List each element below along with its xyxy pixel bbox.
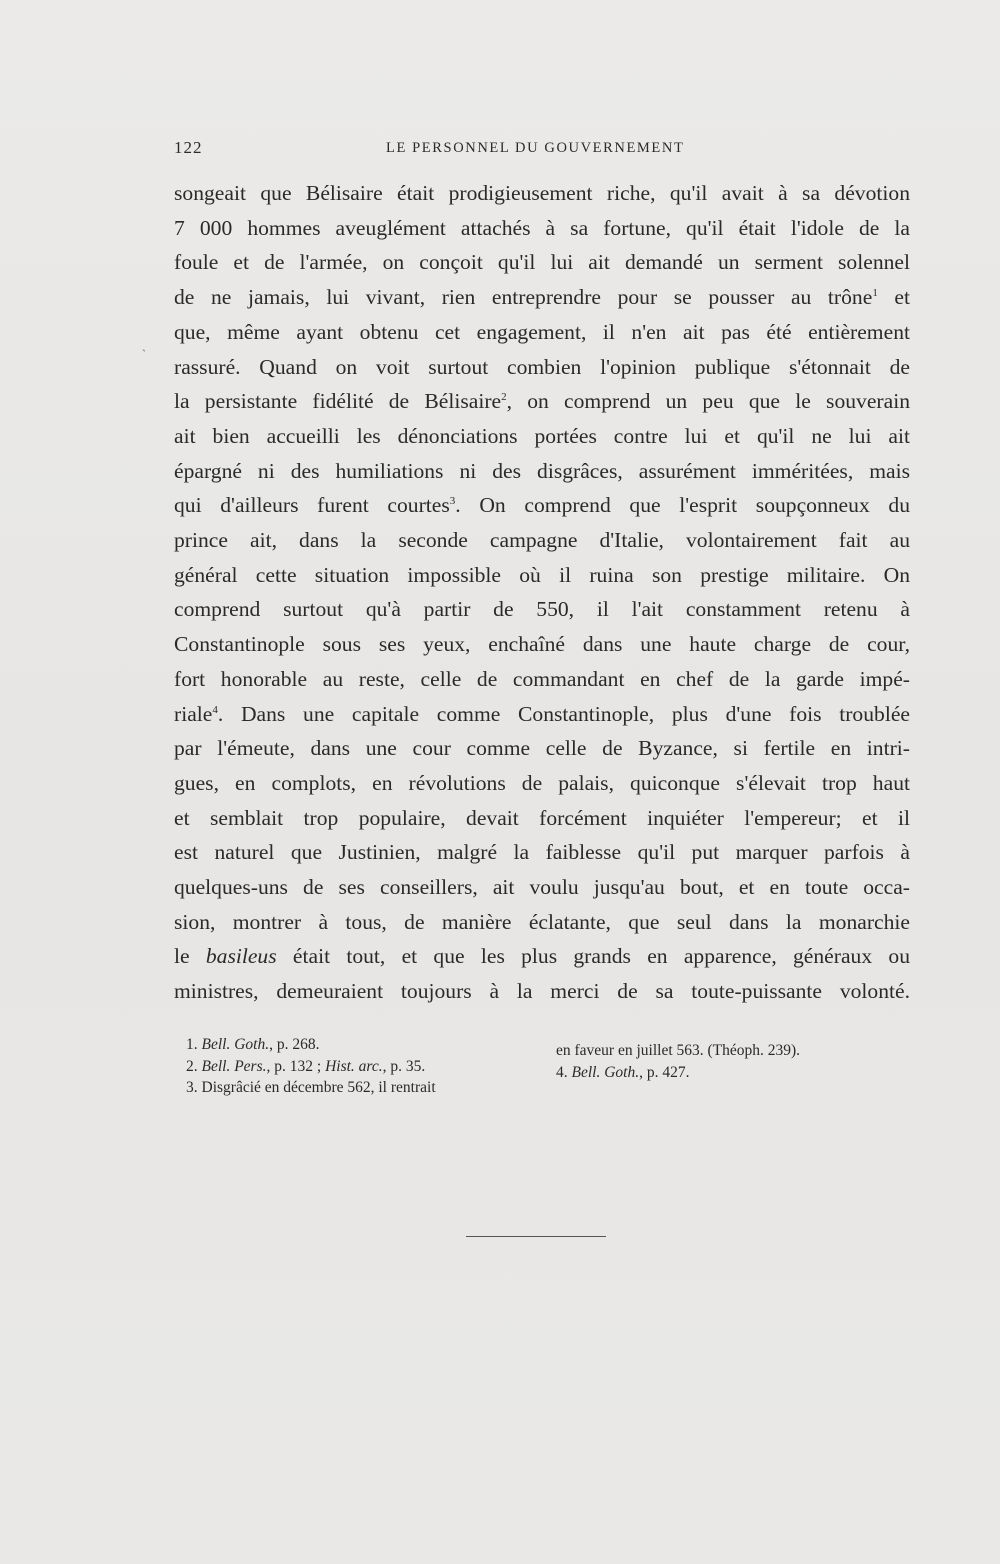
text-segment: était tout, et que les plus grands en apparence, généraux ou — [276, 944, 910, 969]
footnote-ref: 4 — [212, 703, 218, 716]
running-head — [174, 138, 909, 162]
footnote-italic: Hist. arc. — [325, 1057, 383, 1075]
text-line: comprend surtout qu'à partir de 550, il l'ait constamment retenu à — [174, 597, 910, 622]
text-line: foule et de l'armée, on conçoit qu'il lui ait demandé un serment solennel — [174, 250, 910, 275]
footnote-number: 4. — [556, 1063, 568, 1081]
text-line: Constantinople sous ses yeux, enchaîné dans une haute charge de cour, — [174, 632, 910, 657]
body-paragraph — [174, 176, 910, 1009]
text-segment: . On comprend que l'esprit soupçonneux du — [455, 493, 910, 518]
footnote-ref: 3 — [449, 495, 456, 508]
text-segment: riale — [174, 701, 213, 726]
text-line: songeait que Bélisaire était prodigieusement riche, qu'il avait à sa dévotion — [174, 181, 910, 205]
text-line — [174, 384, 910, 419]
footnote-text: , p. 427. — [639, 1063, 690, 1081]
text-segment: . Dans une capitale comme Constantinople, plus d'une fois troublée — [217, 701, 910, 726]
footnote-number: 1. — [186, 1036, 198, 1053]
text-line: général cette situation impossible où il ruina son prestige militaire. On — [174, 562, 910, 587]
footnote-text: , p. 132 ; — [266, 1057, 326, 1075]
text-line: par l'émeute, dans une cour comme celle de Byzance, si fertile en intri- — [174, 736, 910, 761]
page-number: 122 — [174, 138, 203, 157]
text-line: ait bien accueilli les dénonciations portées contre lui et qu'il ne lui ait — [174, 423, 910, 448]
text-line: rassuré. Quand on voit surtout combien l'opinion publique s'étonnait de — [174, 354, 910, 379]
text-segment: et — [877, 285, 911, 310]
text-line — [174, 280, 910, 315]
text-line — [174, 697, 910, 732]
text-segment: , on comprend un peu que le souverain — [506, 389, 910, 414]
footnote-ref: 1 — [872, 286, 878, 299]
text-line: 7 000 hommes aveuglément attachés à sa fortune, qu'il était l'idole de la — [174, 215, 910, 240]
footnote-italic: Bell. Pers. — [201, 1057, 267, 1075]
text-line: fort honorable au reste, celle de commandant en chef de la garde impé- — [174, 666, 910, 691]
text-line: et semblait trop populaire, devait forcément inquiéter l'empereur; et il — [174, 805, 910, 830]
footnote-italic: Bell. Goth. — [571, 1063, 640, 1081]
footnote-ref: 2 — [501, 391, 507, 404]
text-line: quelques-uns de ses conseillers, ait voulu jusqu'au bout, et en toute occa- — [174, 875, 910, 900]
footnote-text: , p. 35. — [382, 1057, 426, 1075]
footnote-4 — [556, 1062, 896, 1084]
footnote-3: 3. Disgrâcié en décembre 562, il rentrait — [186, 1079, 436, 1096]
text-line: sion, montrer à tous, de manière éclatante, que seul dans la monarchie — [174, 909, 910, 934]
text-line — [174, 939, 910, 974]
text-line: gues, en complots, en révolutions de palais, quiconque s'élevait trop haut — [174, 770, 910, 795]
text-segment: qui d'ailleurs furent courtes — [174, 493, 450, 518]
footnote-italic: Bell. Goth. — [201, 1036, 270, 1053]
footnote-number: 2. — [186, 1057, 198, 1075]
text-line: prince ait, dans la seconde campagne d'Italie, volontairement fait au — [174, 528, 910, 553]
footnotes-right-column — [556, 1040, 896, 1083]
italic-term: basileus — [189, 944, 277, 969]
text-line: ministres, demeuraient toujours à la merci de sa toute-puissante volonté. — [174, 979, 910, 1004]
text-line — [174, 488, 910, 523]
text-segment: de ne jamais, lui vivant, rien entreprendre pour se pousser au trône — [174, 285, 873, 310]
bottom-rule — [466, 1236, 606, 1237]
text-segment: la persistante fidélité de Bélisaire — [174, 389, 502, 414]
running-title: LE PERSONNEL DU GOUVERNEMENT — [386, 140, 685, 156]
margin-mark: ` — [142, 347, 146, 361]
footnote-text: , p. 268. — [269, 1036, 320, 1053]
footnotes-left-column — [186, 1034, 546, 1099]
text-line: est naturel que Justinien, malgré la faiblesse qu'il put marquer parfois à — [174, 840, 910, 865]
text-line: épargné ni des humiliations ni des disgrâces, assurément imméritées, mais — [174, 458, 910, 483]
footnote-1 — [186, 1034, 546, 1056]
footnote-3-continued: en faveur en juillet 563. (Théoph. 239). — [556, 1042, 801, 1059]
text-segment: le — [174, 944, 190, 969]
footnote-2 — [186, 1056, 546, 1078]
text-line: que, même ayant obtenu cet engagement, il n'en ait pas été entièrement — [174, 319, 910, 344]
